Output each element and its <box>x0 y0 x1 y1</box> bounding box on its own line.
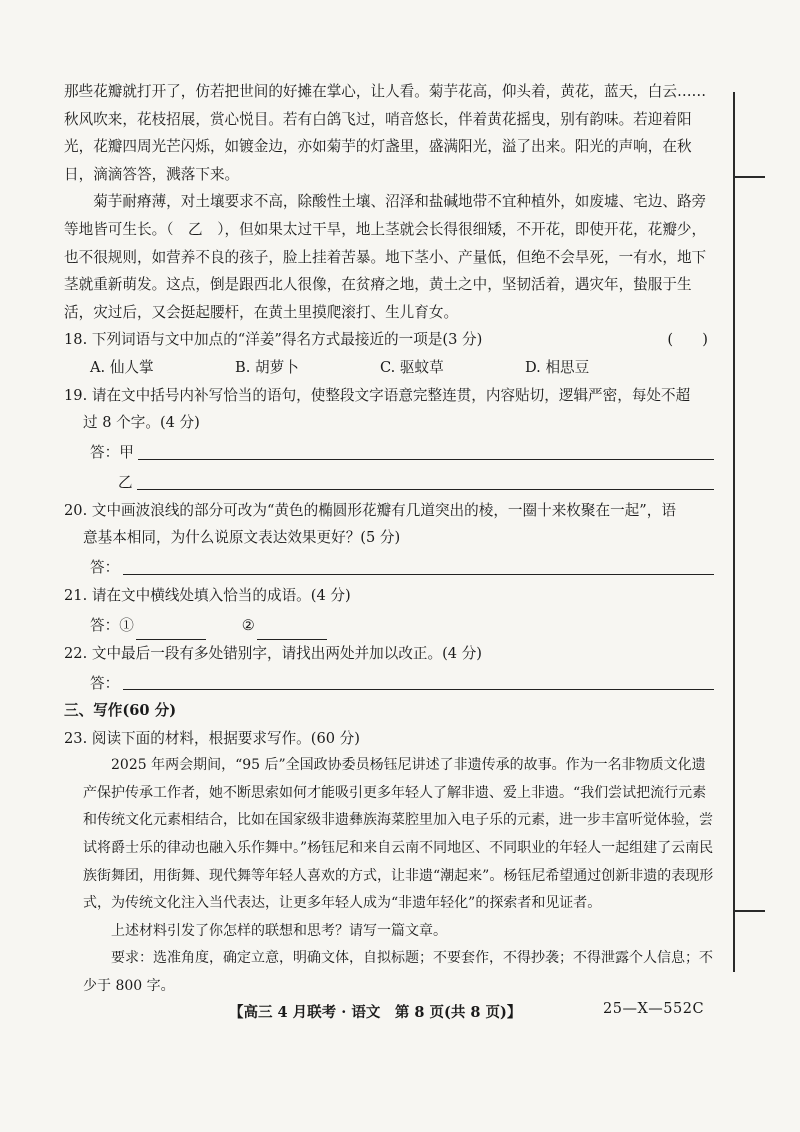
question-21 <box>64 582 714 640</box>
answer-parentheses[interactable]: ( ) <box>667 331 708 349</box>
answer-line-yi[interactable] <box>137 488 714 490</box>
answer-label-20: 答： <box>90 559 120 577</box>
answer-label-21-2: ② <box>241 616 255 634</box>
question-19 <box>64 382 714 497</box>
answer-label-jia: 答：甲 <box>90 444 134 462</box>
answer-line-22[interactable] <box>123 688 714 690</box>
writing-prompt: 上述材料引发了你怎样的联想和思考？请写一篇文章。 <box>111 922 447 939</box>
question-18-options <box>64 354 714 382</box>
answer-row-yi <box>64 467 714 497</box>
footer-code: 25—X—552C <box>603 1001 705 1017</box>
margin-tick <box>735 910 765 912</box>
question-22-stem: 22. 文中最后一段有多处错别字，请找出两处并加以改正。(4 分) <box>64 644 483 662</box>
section-writing-heading: 三、写作(60 分) <box>64 702 177 720</box>
answer-label-22: 答： <box>90 674 120 692</box>
question-20-stem-line1: 20. 文中画波浪线的部分可改为“黄色的椭圆形花瓣有几道突出的棱，一圈十来枚聚在一起”，语 <box>64 501 676 519</box>
footer-title: 【高三 4 月联考 · 语文 第 8 页(共 8 页)】 <box>229 1004 522 1021</box>
question-20-stem-line2: 意基本相同，为什么说原文表达效果更好？(5 分) <box>83 529 401 547</box>
option-c[interactable]: C. 驱蚊草 <box>380 358 444 376</box>
question-22 <box>64 640 714 698</box>
answer-row-21 <box>64 610 714 640</box>
option-b[interactable]: B. 胡萝卜 <box>235 358 299 376</box>
question-18 <box>64 326 714 381</box>
question-18-stem: 18. 下列词语与文中加点的“洋姜”得名方式最接近的一项是(3 分) <box>64 331 483 349</box>
writing-instructions <box>64 918 714 1001</box>
answer-line-20[interactable] <box>123 573 714 575</box>
question-20 <box>64 497 714 582</box>
passage-paragraph-2: 菊芋耐瘠薄，对土壤要求不高，除酸性土壤、沼泽和盐碱地带不宜种植外，如废墟、宅边、路旁等地皆可生长。（ 乙 ），但如果太过干旱，地上茎就会长得很细矮，不开花，即使开花，花瓣少，也不很规则，如营养不良的孩子，脸上挂着苦暴。地下茎小、产量低，但绝不会旱死，一有水，地下茎就重新萌发。这点，倒是跟西北人很像，在贫瘠之地，黄土之中，坚韧活着，遇灾年，蛰服于生活，灾过后，又会挺起腰杆，在黄土里摸爬滚打、生儿育女。 <box>64 193 707 321</box>
answer-label-yi: 乙 <box>118 474 133 492</box>
option-a[interactable]: A. 仙人掌 <box>90 358 154 376</box>
writing-requirements: 要求：选准角度，确定立意，明确文体，自拟标题；不要套作，不得抄袭；不得泄露个人信息；不少于 800 字。 <box>83 950 713 995</box>
writing-material <box>64 752 714 918</box>
option-d[interactable]: D. 相思豆 <box>525 358 590 376</box>
answer-label-21-1: 答：① <box>90 616 134 634</box>
question-23 <box>64 725 714 1001</box>
question-19-stem-line1: 19. 请在文中括号内补写恰当的语句，使整段文字语意完整连贯，内容贴切，逻辑严密，每处不超 <box>64 386 691 404</box>
answer-row-20 <box>64 552 714 582</box>
exam-content <box>64 78 714 1001</box>
answer-row-jia <box>64 437 714 467</box>
question-23-stem: 23. 阅读下面的材料，根据要求写作。(60 分) <box>64 729 360 747</box>
question-21-stem: 21. 请在文中横线处填入恰当的成语。(4 分) <box>64 586 351 604</box>
binding-margin-line <box>733 92 735 972</box>
margin-tick <box>735 176 765 178</box>
answer-line-jia[interactable] <box>138 458 714 460</box>
passage-paragraph-1: 那些花瓣就打开了，仿若把世间的好摊在掌心，让人看。菊芋花高，仰头着，黄花，蓝天，白云……秋风吹来，花枝招展，赏心悦目。若有白鸽飞过，哨音悠长，伴着黄花摇曳，别有韵味。若迎着阳光，花瓣四周光芒闪烁，如镀金边，亦如菊芋的灯盏里，盛满阳光，溢了出来。阳光的声响，在秋日，滴滴答答，溅落下来。 <box>64 83 707 183</box>
answer-row-22 <box>64 667 714 697</box>
question-19-stem-line2: 过 8 个字。(4 分) <box>83 414 200 432</box>
material-text: 2025 年两会期间，“95 后”全国政协委员杨钰尼讲述了非遗传承的故事。作为一名非物质文化遗产保护传承工作者，她不断思索如何才能吸引更多年轻人了解非遗、爱上非遗。“我们尝试把流行元素和传统文化元素相结合，比如在国家级非遗彝族海菜腔里加入电子乐的元素，进一步丰富听觉体验，尝试将爵士乐的律动也融入乐作舞中。”杨钰尼和来自云南不同地区、不同职业的年轻人一起组建了云南民族街舞团，用街舞、现代舞等年轻人喜欢的方式，让非遗“潮起来”。杨钰尼希望通过创新非遗的表现形式，为传统文化注入当代表达，让更多年轻人成为“非遗年轻化”的探索者和见证者。 <box>83 757 714 912</box>
